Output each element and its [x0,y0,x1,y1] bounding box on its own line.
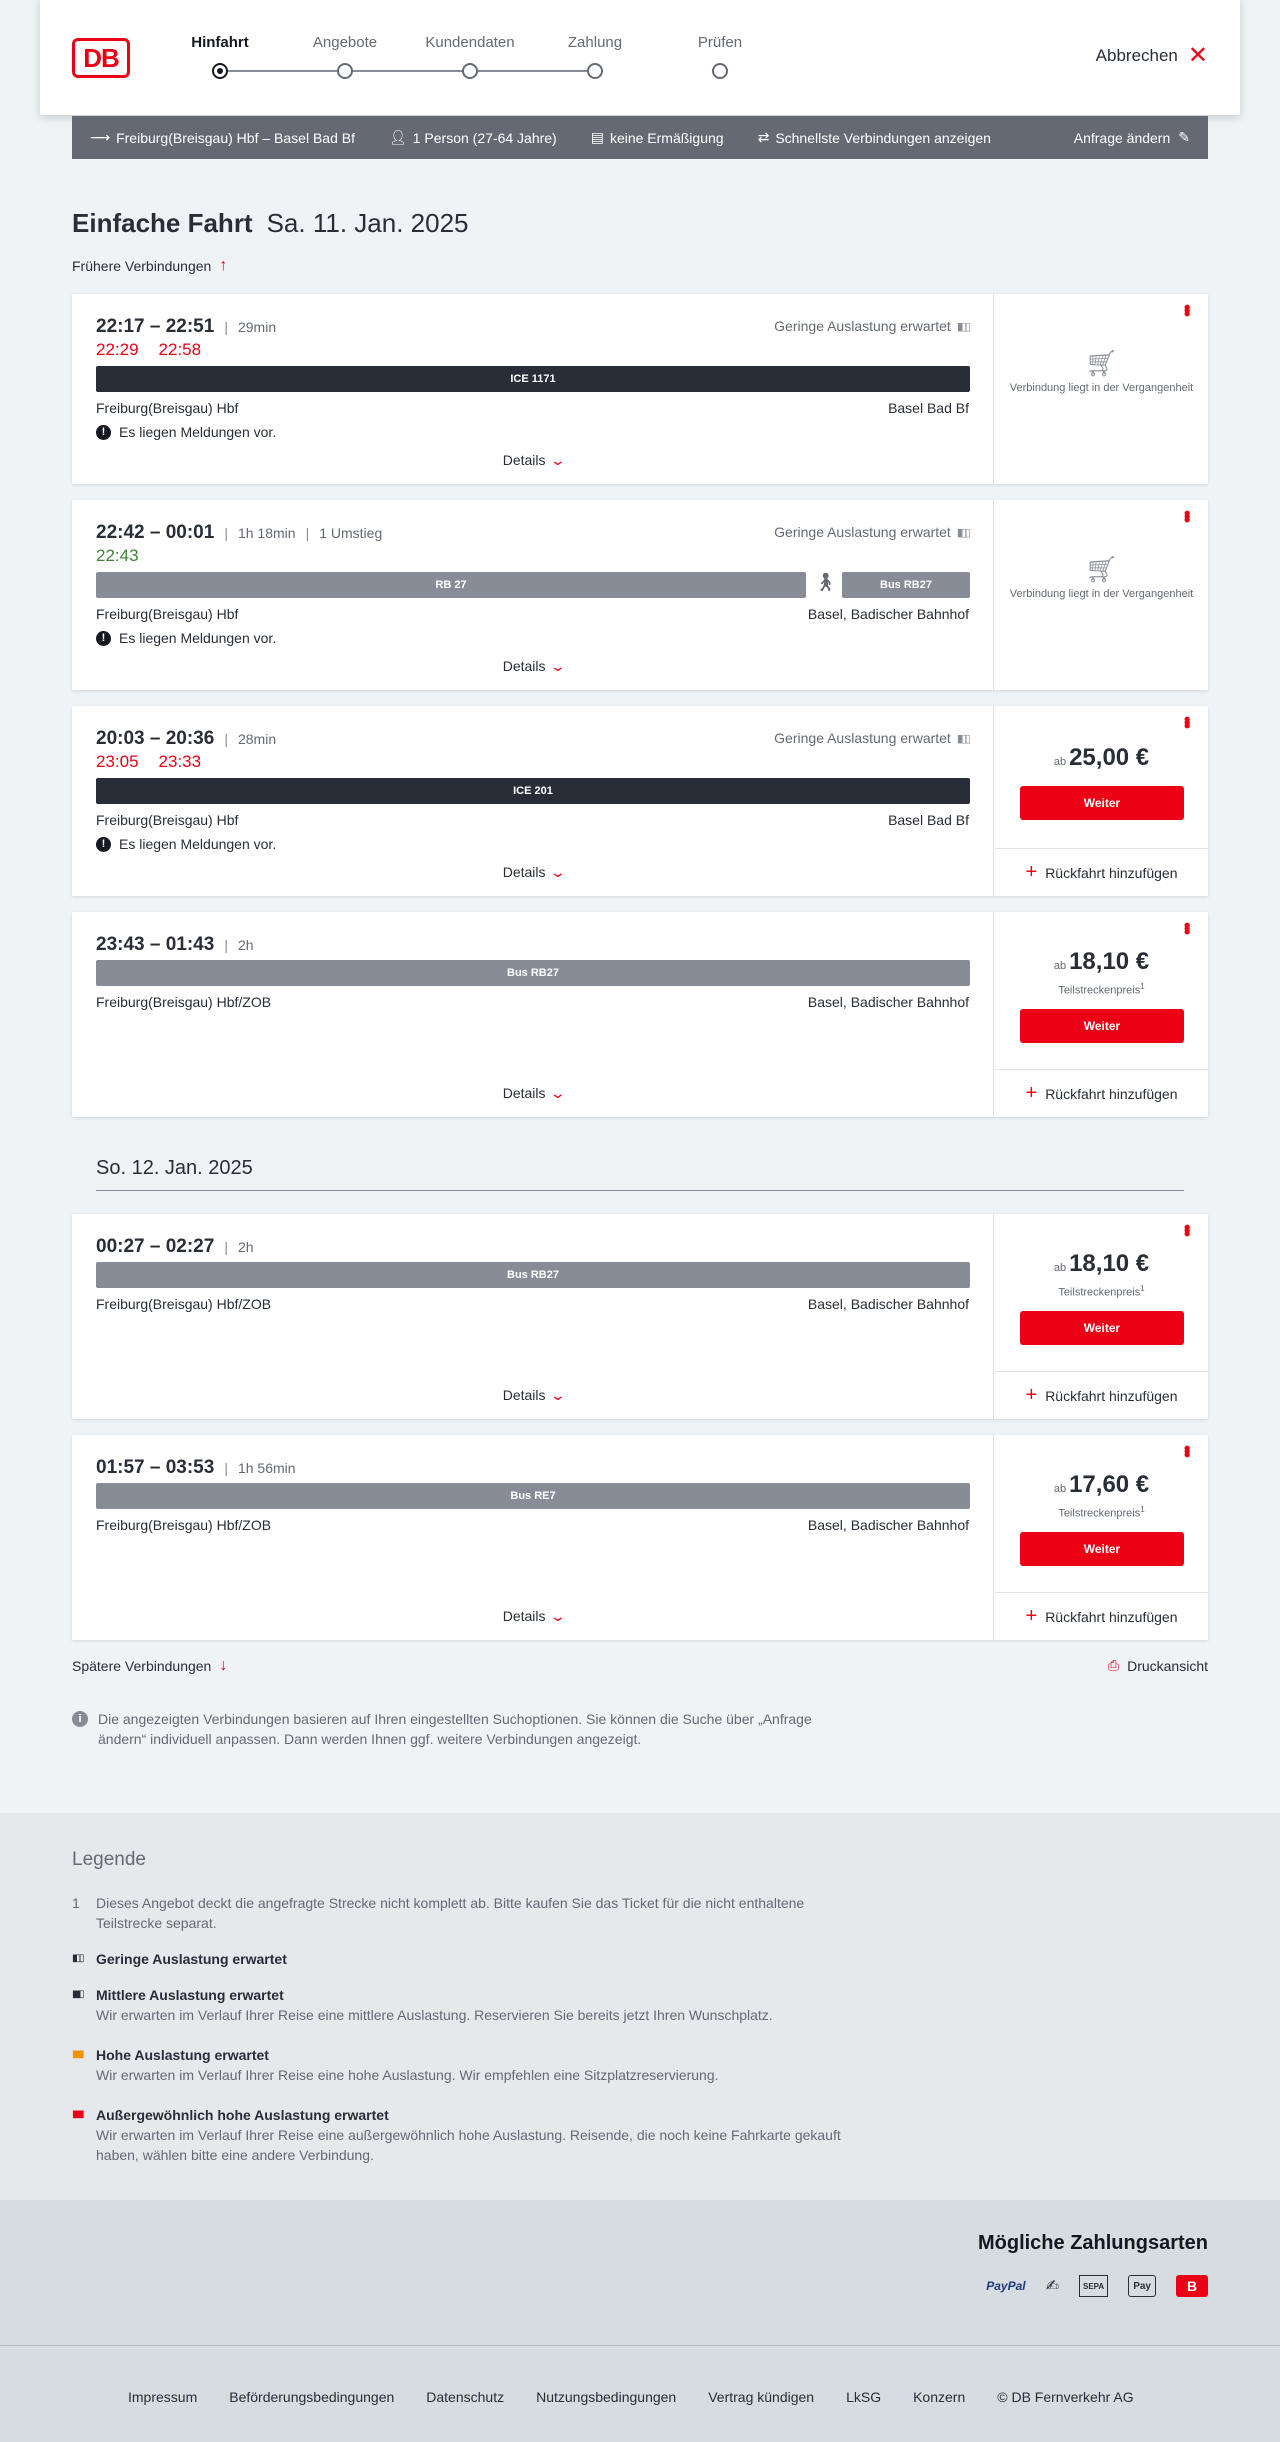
add-return-button[interactable] [995,848,1208,896]
chevron-down-icon: ⌄ [549,658,566,674]
occupancy-label: Geringe Auslastung erwartet [774,730,951,746]
past-text: Verbindung liegt in der Vergangenheit [1009,588,1194,600]
alert-icon: ! [96,837,111,852]
message-text: Es liegen Meldungen vor. [119,630,277,646]
details-toggle[interactable] [72,1608,994,1625]
partial-price-label [995,1284,1208,1299]
occupancy-label: Geringe Auslastung erwartet [774,524,951,540]
more-options-icon[interactable]: ••• [1177,1445,1197,1455]
plus-icon: + [1025,1384,1038,1406]
arrival-station: Basel, Badischer Bahnhof [807,1296,969,1312]
more-options-icon[interactable]: ••• [1177,304,1197,314]
connection-card [72,706,1208,896]
query-travellers [389,129,557,146]
footer-copyright: © DB Fernverkehr AG [997,2389,1134,2405]
footer-link-lksg[interactable]: LkSG [846,2389,882,2405]
footer [0,2345,1280,2442]
connection-side [995,1435,1208,1640]
footer-link-befoerderung[interactable]: Beförderungsbedingungen [229,2389,395,2405]
time-range: 22:17 – 22:51 [96,316,215,337]
partial-text: Teilstreckenpreis [1058,1507,1141,1520]
bus-segment[interactable]: Bus RE7 [96,1483,970,1509]
connection-main[interactable] [72,1435,994,1640]
arrow-up-icon: ↑ [219,257,228,274]
occupancy-low-icon: ▮▯▯ [956,732,969,745]
add-return-button[interactable] [995,1371,1208,1419]
info-icon: i [72,1711,88,1727]
print-label: Druckansicht [1127,1657,1208,1674]
chevron-down-icon: ⌄ [549,1387,566,1403]
price [995,744,1208,772]
return-label: Rückfahrt hinzufügen [1045,1085,1178,1102]
step-label: Zahlung [567,34,623,51]
step-hinfahrt [170,34,270,79]
duration: 2h [237,1239,254,1255]
partial-price-label [995,982,1208,997]
connection-side [995,912,1208,1117]
arrival-station: Basel Bad Bf [888,812,969,828]
payment-title: Mögliche Zahlungsarten [977,2232,1208,2254]
connection-times: 23:43 – 01:43 | 2h [96,934,254,955]
footer-link-konzern[interactable]: Konzern [913,2389,966,2405]
realtime-departure: 23:05 [96,752,139,771]
fastest-text: Schnellste Verbindungen anzeigen [775,129,991,146]
discount-text: keine Ermäßigung [609,129,724,146]
realtime-times [96,340,201,360]
occupancy-label: Geringe Auslastung erwartet [774,318,951,334]
departure-station: Freiburg(Breisgau) Hbf [96,812,239,828]
trip-type: Einfache Fahrt [72,208,253,238]
realtime-departure: 22:43 [96,546,139,565]
continue-button[interactable]: Weiter [1020,1311,1184,1345]
legend-high-title: Hohe Auslastung erwartet [96,2047,269,2063]
day-separator: So. 12. Jan. 2025 [96,1157,253,1179]
step-zahlung [545,34,645,79]
partial-price-label [995,1505,1208,1520]
occupancy-info [774,318,969,334]
footnote-ref: 1 [1140,1505,1145,1514]
duration: 29min [237,319,277,335]
occupancy-medium-icon: ▮▮▯ [72,1989,83,2000]
price [995,1250,1208,1278]
details-toggle[interactable] [72,658,994,675]
connection-main[interactable] [72,1214,994,1419]
departure-station: Freiburg(Breisgau) Hbf/ZOB [96,1517,272,1533]
message-notice [96,424,276,440]
cart-disabled-icon: 🛒︎ [1084,348,1118,378]
connection-side [995,1214,1208,1419]
time-range: 22:42 – 00:01 [96,522,215,543]
price-prefix: ab [1053,1483,1067,1495]
trip-date: Sa. 11. Jan. 2025 [266,208,469,238]
departure-station: Freiburg(Breisgau) Hbf [96,400,239,416]
payment-icons [986,2275,1208,2297]
print-view-link[interactable] [1108,1657,1208,1674]
db-card-icon: B [1176,2275,1208,2297]
details-label: Details [502,864,546,880]
price-value: 18,10 € [1069,948,1150,975]
footnote-ref: 1 [1140,1284,1145,1293]
message-text: Es liegen Meldungen vor. [119,836,277,852]
details-toggle[interactable] [72,864,994,881]
arrival-station: Basel, Badischer Bahnhof [807,1517,969,1533]
connection-times: 20:03 – 20:36 | 28min [96,728,277,749]
legend-high [72,2045,872,2085]
connection-card [72,294,1208,484]
departure-station: Freiburg(Breisgau) Hbf/ZOB [96,994,272,1010]
message-notice [96,836,276,852]
query-discount [591,129,724,146]
chevron-down-icon: ⌄ [549,864,566,880]
chevron-down-icon: ⌄ [549,1608,566,1624]
connection-main[interactable] [72,294,994,484]
travellers-text: 1 Person (27-64 Jahre) [412,129,557,146]
footnote-key: 1 [72,1895,80,1911]
connection-times: 22:17 – 22:51 | 29min [96,316,277,337]
chevron-down-icon: ⌄ [549,452,566,468]
realtime-arrival: 22:58 [158,340,202,359]
duration: 2h [237,937,254,953]
later-label: Spätere Verbindungen [72,1658,212,1674]
step-dot [712,63,728,79]
change-query-label: Anfrage ändern [1073,129,1171,146]
legend-low-title: Geringe Auslastung erwartet [96,1951,287,1967]
step-dot [587,63,603,79]
connection-times: 00:27 – 02:27 | 2h [96,1236,254,1257]
pencil-icon: ✎ [1178,129,1190,145]
occupancy-info [774,730,969,746]
db-logo[interactable]: DB [72,38,130,78]
time-range: 00:27 – 02:27 [96,1236,215,1257]
continue-button[interactable]: Weiter [1020,1009,1184,1043]
duration: 1h 18min [237,525,296,541]
chevron-down-icon: ⌄ [549,1085,566,1101]
query-fastest [758,129,991,146]
route-text: Freiburg(Breisgau) Hbf – Basel Bad Bf [116,129,355,146]
message-text: Es liegen Meldungen vor. [119,424,277,440]
train-segment[interactable]: ICE 201 [96,778,970,804]
connection-side [995,500,1208,690]
footer-nav [128,2389,1134,2405]
apple-pay-icon: Pay [1128,2275,1156,2297]
abort-button[interactable] [1095,42,1208,69]
time-range: 23:43 – 01:43 [96,934,215,955]
footer-link-datenschutz[interactable]: Datenschutz [426,2389,505,2405]
change-query-button[interactable] [1074,129,1190,146]
realtime-times [96,752,201,772]
legend-high-text: Wir erwarten im Verlauf Ihrer Reise eine hohe Auslastung. Wir empfehlen eine Sitzplatzreservierung. [96,2067,719,2083]
occupancy-low-icon: ▮▯▯ [72,1953,83,1964]
price-prefix: ab [1053,1262,1067,1274]
plus-icon: + [1025,861,1038,883]
details-label: Details [502,1085,546,1101]
close-icon: ✕ [1187,42,1208,69]
paypal-icon: PayPal [986,2279,1026,2293]
bus-segment[interactable]: Bus RB27 [842,572,970,598]
connection-card [72,912,1208,1117]
credit-card-icon: ✍ [1045,2278,1059,2295]
step-kundendaten [420,34,520,79]
legend-footnote [72,1893,872,1933]
connection-side [995,706,1208,896]
step-dot [337,63,353,79]
occupancy-info [774,524,969,540]
partial-text: Teilstreckenpreis [1058,1286,1141,1299]
return-label: Rückfahrt hinzufügen [1045,1387,1178,1404]
past-notice [995,554,1208,602]
occupancy-low-icon: ▮▯▯ [956,526,969,539]
train-segment[interactable]: RB 27 [96,572,806,598]
arrow-right-icon: ⟶ [90,129,111,145]
return-label: Rückfahrt hinzufügen [1045,1608,1178,1625]
connection-card [72,1435,1208,1640]
legend-medium [72,1985,872,2025]
departure-station: Freiburg(Breisgau) Hbf [96,606,239,622]
step-dot [462,63,478,79]
message-notice [96,630,276,646]
more-options-icon[interactable]: ••• [1177,510,1197,520]
step-label: Angebote [312,34,378,51]
occupancy-high-icon: ▮▮▮ [72,2049,83,2060]
arrival-station: Basel Bad Bf [888,400,969,416]
step-label: Hinfahrt [191,34,249,51]
footer-link-kuendigen[interactable]: Vertrag kündigen [708,2389,815,2405]
realtime-times [96,546,139,566]
legend-extreme [72,2105,872,2165]
time-range: 20:03 – 20:36 [96,728,215,749]
details-label: Details [502,658,546,674]
stepper-line [220,70,600,72]
price [995,948,1208,976]
cart-disabled-icon: 🛒︎ [1084,554,1118,584]
footer-link-impressum[interactable]: Impressum [128,2389,198,2405]
filter-icon: ⇄ [757,129,770,145]
abort-label: Abbrechen [1095,46,1178,65]
departure-station: Freiburg(Breisgau) Hbf/ZOB [96,1296,272,1312]
connection-main[interactable] [72,912,994,1117]
legend-medium-text: Wir erwarten im Verlauf Ihrer Reise eine mittlere Auslastung. Reservieren Sie bereits jetzt Ihren Wunschplatz. [96,2007,773,2023]
realtime-arrival: 23:33 [158,752,202,771]
time-range: 01:57 – 03:53 [96,1457,215,1478]
query-route [90,129,355,146]
price-prefix: ab [1053,960,1067,972]
sepa-icon: SEPA [1079,2275,1108,2297]
step-label: Kundendaten [425,34,515,51]
past-notice [995,348,1208,396]
more-options-icon[interactable]: ••• [1177,716,1197,726]
query-summary-bar [72,116,1208,159]
continue-button[interactable]: Weiter [1020,786,1184,820]
footer-link-nutzung[interactable]: Nutzungsbedingungen [536,2389,677,2405]
connection-times: 22:42 – 00:01 | 1h 18min | 1 Umstieg [96,522,383,543]
add-return-button[interactable] [995,1592,1208,1640]
info-text: Die angezeigten Verbindungen basieren auf Ihren eingestellten Suchoptionen. Sie können die Suche über „Anfrage ändern“ individuell anpassen. Dann werden Ihnen ggf. weitere Verbindungen angezeigt. [98,1711,812,1747]
price [995,1471,1208,1499]
price-value: 18,10 € [1069,1250,1150,1277]
walking-icon: 🚶︎ [814,572,837,592]
partial-text: Teilstreckenpreis [1058,984,1141,997]
arrival-station: Basel, Badischer Bahnhof [807,606,969,622]
card-icon: ▤ [590,129,604,145]
train-segment[interactable]: ICE 1171 [96,366,970,392]
duration: 28min [237,731,277,747]
return-label: Rückfahrt hinzufügen [1045,864,1178,881]
more-options-icon[interactable]: ••• [1177,1224,1197,1234]
price-prefix: ab [1053,756,1067,768]
step-pruefen [670,34,770,79]
details-label: Details [502,1387,546,1403]
plus-icon: + [1025,1082,1038,1104]
earlier-label: Frühere Verbindungen [72,258,212,274]
bus-segment[interactable]: Bus RB27 [96,960,970,986]
arrival-station: Basel, Badischer Bahnhof [807,994,969,1010]
plus-icon: + [1025,1605,1038,1627]
details-label: Details [502,452,546,468]
search-info-note [72,1709,852,1749]
details-label: Details [502,1608,546,1624]
connection-main[interactable] [72,706,994,896]
bus-segment[interactable]: Bus RB27 [96,1262,970,1288]
occupancy-low-icon: ▮▯▯ [956,320,969,333]
progress-stepper [170,34,743,84]
duration: 1h 56min [237,1460,296,1476]
later-connections-link[interactable] [72,1657,227,1675]
step-dot [212,63,228,79]
printer-icon: ⎙ [1107,1657,1120,1673]
day-divider [96,1190,1184,1191]
footnote-ref: 1 [1140,982,1145,991]
price-value: 25,00 € [1069,744,1150,771]
add-return-button[interactable] [995,1069,1208,1117]
connection-card [72,500,1208,690]
legend-title: Legende [72,1849,146,1870]
page-title [72,208,469,239]
legend-extreme-text: Wir erwarten im Verlauf Ihrer Reise eine außergewöhnlich hohe Auslastung. Reisende, die noch keine Fahrkarte gekauft haben, wählen bitte eine andere Verbindung. [96,2127,841,2163]
earlier-connections-link[interactable] [72,257,227,275]
header [40,0,1240,115]
footnote-text: Dieses Angebot deckt die angefragte Strecke nicht komplett ab. Bitte kaufen Sie das Ticket für die nicht enthaltene Teilstrecke separat. [96,1895,805,1931]
connection-side [995,294,1208,484]
alert-icon: ! [96,631,111,646]
legend-section [0,1813,1280,2200]
connection-main[interactable] [72,500,994,690]
legend-low [72,1949,872,1969]
legend-medium-title: Mittlere Auslastung erwartet [96,1987,284,2003]
step-label: Prüfen [697,34,743,51]
realtime-departure: 22:29 [96,340,139,359]
connection-times: 01:57 – 03:53 | 1h 56min [96,1457,296,1478]
alert-icon: ! [96,425,111,440]
details-toggle[interactable] [72,452,994,469]
transfers: 1 Umstieg [319,525,383,541]
details-toggle[interactable] [72,1387,994,1404]
occupancy-extreme-icon: ▮▮▮ [72,2109,83,2120]
continue-button[interactable]: Weiter [1020,1532,1184,1566]
payment-section [0,2200,1280,2345]
connection-card [72,1214,1208,1419]
price-value: 17,60 € [1069,1471,1150,1498]
details-toggle[interactable] [72,1085,994,1102]
past-text: Verbindung liegt in der Vergangenheit [1009,382,1194,394]
arrow-down-icon: ↓ [219,1657,228,1674]
step-angebote [295,34,395,79]
legend-extreme-title: Außergewöhnlich hohe Auslastung erwartet [96,2107,389,2123]
more-options-icon[interactable]: ••• [1177,922,1197,932]
person-icon: 👤︎ [388,129,407,145]
